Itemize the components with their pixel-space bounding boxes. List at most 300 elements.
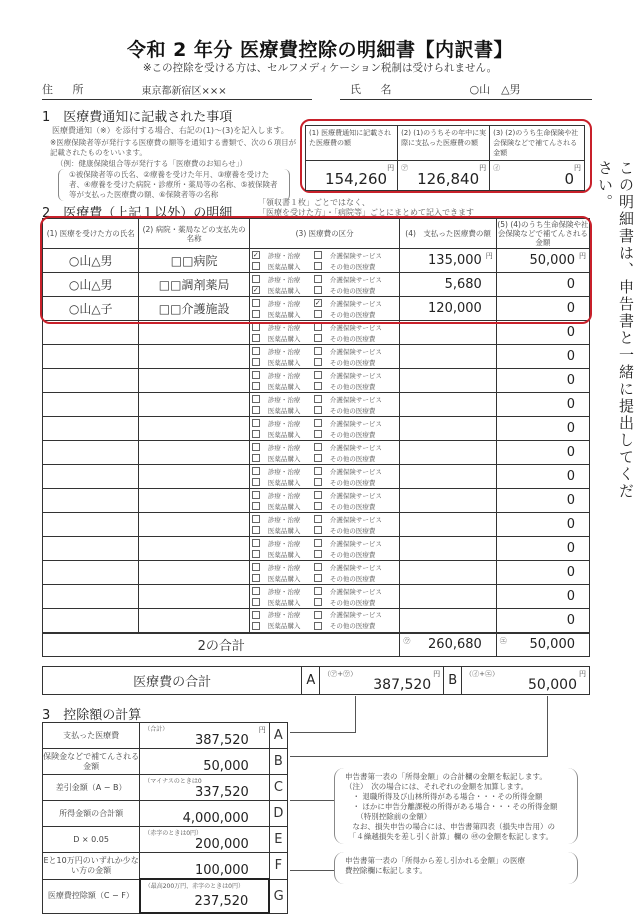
category-checkbox-row [252, 466, 398, 477]
reimbursed-cell[interactable]: 0 [496, 345, 589, 369]
calc-row [43, 853, 288, 880]
calc-value[interactable]: 4,000,000 [140, 801, 270, 827]
checkbox-label: 診療・治療 [267, 443, 301, 452]
calc-letter: B [269, 749, 287, 775]
checkbox[interactable] [314, 502, 322, 510]
checkbox[interactable] [252, 395, 260, 403]
category-cell[interactable] [249, 393, 400, 417]
checkbox-label: 医薬品購入 [267, 574, 301, 583]
reimbursed-cell[interactable]: 0 [496, 393, 589, 417]
checkbox[interactable] [314, 550, 322, 558]
address-field[interactable] [42, 80, 312, 100]
checkbox[interactable] [252, 467, 260, 475]
checkbox-label: 診療・治療 [267, 275, 301, 284]
arrow-from-g [290, 870, 334, 871]
section1-title: 1 医療費通知に記載された事項 [42, 110, 233, 125]
checkbox[interactable] [252, 515, 260, 523]
person-name-cell[interactable] [43, 465, 139, 489]
amount-paid-cell[interactable] [400, 537, 496, 561]
category-cell[interactable] [249, 369, 400, 393]
checkbox[interactable] [252, 419, 260, 427]
calc-label: 所得金額の合計額 [43, 801, 140, 827]
checkbox-label: 医薬品購入 [267, 526, 301, 535]
notice-header-1: (1) 医療費通知に記載された医療費の額 [306, 126, 398, 161]
checkbox-label: 診療・治療 [267, 323, 301, 332]
checkbox-label: 介護保険サービス [329, 347, 382, 356]
checkbox-label: その他の医療費 [329, 406, 376, 415]
section2-note-2: 「医療を受けた方」・「病院等」ごとにまとめて記入できます [258, 208, 474, 217]
calc-value[interactable]: （赤字のときは0円） 200,000 [140, 827, 270, 853]
category-checkbox-row [252, 597, 398, 608]
category-cell[interactable] [249, 465, 400, 489]
category-checkbox-row [252, 442, 398, 453]
amount-paid-cell[interactable] [400, 417, 496, 441]
checkbox-label: 医薬品購入 [267, 262, 301, 271]
name-label: 氏 名 [350, 83, 400, 96]
reimbursed-cell[interactable]: 0 [496, 273, 589, 297]
amount-paid-cell[interactable] [400, 513, 496, 537]
info-line: （注） 次の場合には、それぞれの金額を加算します。 [345, 782, 529, 791]
checkbox-label: 介護保険サービス [329, 539, 382, 548]
page-subtitle: ※この控除を受ける方は、セルフメディケーション税制は受けられません。 [142, 62, 498, 74]
checkbox-label: その他の医療費 [329, 430, 376, 439]
checkbox-label: その他の医療費 [329, 622, 376, 631]
category-cell[interactable] [249, 513, 400, 537]
checkbox[interactable] [314, 395, 322, 403]
checkbox-label: その他の医療費 [329, 334, 376, 343]
checkbox-label: 介護保険サービス [329, 587, 382, 596]
reimbursed-cell[interactable]: 0 [496, 417, 589, 441]
checkbox[interactable] [314, 467, 322, 475]
amount-paid-cell[interactable] [400, 393, 496, 417]
checkbox-label: その他の医療費 [329, 550, 376, 559]
checkbox[interactable] [252, 347, 260, 355]
checkbox[interactable] [252, 443, 260, 451]
category-checkbox-row [252, 429, 398, 440]
section2-title: 2 医療費（上記１以外）の明細 [42, 206, 233, 221]
checkbox[interactable] [314, 574, 322, 582]
category-checkbox-row [252, 490, 398, 501]
category-checkbox-row [252, 549, 398, 560]
table-row [43, 513, 590, 537]
section1-note2: （例：健康保険組合等が発行する「医療費のお知らせ」） [56, 159, 248, 168]
table-row [43, 465, 590, 489]
category-checkbox-row [252, 586, 398, 597]
checkbox[interactable] [314, 430, 322, 438]
table-row [43, 369, 590, 393]
table-row [43, 585, 590, 609]
payee-name-cell[interactable]: □□病院 [139, 249, 249, 273]
reimbursed-cell[interactable]: 0 [496, 465, 589, 489]
category-cell[interactable] [249, 441, 400, 465]
calc-label: 医療費控除額（C − F） [43, 879, 140, 913]
calc-letter: F [269, 853, 287, 880]
reimbursed-cell[interactable]: 0 [496, 441, 589, 465]
checkbox-label: 医薬品購入 [267, 286, 301, 295]
deduction-calc-table [42, 722, 288, 914]
checkbox-label: その他の医療費 [329, 382, 376, 391]
checkbox[interactable] [252, 502, 260, 510]
calc-letter: G [269, 879, 287, 913]
name-value: ○山 △男 [469, 83, 521, 96]
checkbox[interactable] [314, 358, 322, 366]
checkbox-label: 介護保険サービス [329, 467, 382, 476]
person-name-cell[interactable]: ○山△男 [43, 249, 139, 273]
table-row [43, 609, 590, 633]
calc-row [43, 749, 288, 775]
section3-title: 3 控除額の計算 [42, 708, 142, 723]
checkbox-label: 診療・治療 [267, 491, 301, 500]
checkbox-label: その他の医療費 [329, 358, 376, 367]
info-line: 費控除欄に転記します。 [345, 866, 427, 875]
info-line: 申告書第一表の「所得金額」の合計欄の金額を転記します。 [345, 772, 547, 781]
calc-letter: C [269, 775, 287, 801]
calc-label: 保険金などで補てんされる金額 [43, 749, 140, 775]
category-checkbox-row [252, 418, 398, 429]
checkbox-label: その他の医療費 [329, 598, 376, 607]
category-checkbox-row [252, 620, 398, 631]
person-name-cell[interactable] [43, 441, 139, 465]
checkbox-checked[interactable]: ✓ [252, 251, 259, 259]
checkbox[interactable] [314, 334, 322, 342]
checkbox[interactable] [252, 526, 260, 534]
info-line: なお、損失申告の場合には、申告書第四表（損失申告用）の [345, 822, 555, 831]
col-header-reimbursed: (5) (4)のうち生命保険や社会保険などで補てんされる金額 [497, 220, 589, 247]
checkbox-label: 医薬品購入 [267, 334, 301, 343]
category-checkbox-row [252, 514, 398, 525]
person-name-cell[interactable] [43, 417, 139, 441]
checkbox-label: 診療・治療 [267, 371, 301, 380]
category-cell[interactable] [249, 609, 400, 633]
calc-letter: E [269, 827, 287, 853]
grand-total-a-letter: A [302, 667, 320, 695]
info-line: ・ ほかに申告分離課税の所得がある場合・・・その所得金額 [345, 802, 558, 811]
category-cell[interactable] [249, 585, 400, 609]
table-row [43, 321, 590, 345]
category-cell[interactable] [249, 561, 400, 585]
checkbox[interactable] [252, 371, 260, 379]
grand-total-label: 医療費の合計 [43, 667, 302, 695]
category-cell[interactable] [249, 537, 400, 561]
payee-name-cell[interactable] [139, 441, 249, 465]
section1-items: ①被保険者等の氏名、②療養を受けた年月、③療養を受けた者、④療養を受けた病院・診療所・薬局等の名称、⑤被保険者等が支払った医療費の額、⑥保険者等の名称 [58, 169, 290, 201]
grand-total-b-value[interactable]: （㋑+㋓） 50,000 円 [462, 667, 590, 695]
checkbox[interactable] [314, 622, 322, 630]
checkbox-label: 介護保険サービス [329, 371, 382, 380]
checkbox-label: 医薬品購入 [267, 430, 301, 439]
arrow-to-a [290, 732, 356, 733]
notice-value-3[interactable]: ㋑ 0 円 [490, 161, 585, 191]
table-row [43, 345, 590, 369]
checkbox[interactable] [252, 454, 260, 462]
checkbox-label: 医薬品購入 [267, 478, 301, 487]
checkbox-label: 診療・治療 [267, 587, 301, 596]
category-checkbox-row [252, 394, 398, 405]
calc-label: D × 0.05 [43, 827, 140, 853]
checkbox-label: 診療・治療 [267, 563, 301, 572]
calc-row [43, 827, 288, 853]
checkbox[interactable] [314, 598, 322, 606]
person-name-cell[interactable] [43, 345, 139, 369]
person-name-cell[interactable] [43, 321, 139, 345]
checkbox-label: 診療・治療 [267, 467, 301, 476]
checkbox[interactable] [252, 563, 260, 571]
payee-name-cell[interactable] [139, 345, 249, 369]
reimbursed-cell[interactable]: 50,000 円 [496, 249, 589, 273]
checkbox[interactable] [314, 539, 322, 547]
checkbox-checked[interactable]: ✓ [252, 286, 259, 294]
checkbox[interactable] [314, 382, 322, 390]
checkbox-label: 介護保険サービス [329, 395, 382, 404]
reimbursed-cell[interactable]: 0 [496, 537, 589, 561]
checkbox[interactable] [252, 323, 260, 331]
category-checkbox-row [252, 477, 398, 488]
checkbox-label: 介護保険サービス [329, 443, 382, 452]
checkbox-label: 介護保険サービス [329, 611, 382, 620]
checkbox[interactable] [252, 587, 260, 595]
calc-row [43, 775, 288, 801]
amount-paid-cell[interactable] [400, 561, 496, 585]
checkbox-label: 介護保険サービス [329, 563, 382, 572]
payee-name-cell[interactable] [139, 585, 249, 609]
table-row [43, 561, 590, 585]
payee-name-cell[interactable] [139, 561, 249, 585]
reimbursed-cell[interactable]: 0 [496, 585, 589, 609]
category-checkbox-row [252, 346, 398, 357]
calc-label: 差引金額（A − B） [43, 775, 140, 801]
section1-instruction: 医療費通知（※）を添付する場合、右記の(1)〜(3)を記入します。 [52, 126, 289, 135]
section2-total-label: 2の合計 [43, 633, 400, 657]
category-checkbox-row [252, 525, 398, 536]
payee-name-cell[interactable] [139, 369, 249, 393]
category-checkbox-row [252, 501, 398, 512]
amount-paid-cell[interactable] [400, 441, 496, 465]
checkbox[interactable] [252, 622, 260, 630]
highlight-box-2 [40, 216, 592, 324]
amount-paid-cell[interactable] [400, 369, 496, 393]
person-name-cell[interactable] [43, 489, 139, 513]
grand-total-a-value[interactable]: （㋐+㋒） 387,520 円 [320, 667, 444, 695]
notice-value-2[interactable]: ㋐ 126,840 円 [398, 161, 490, 191]
amount-paid-cell[interactable] [400, 609, 496, 633]
category-checkbox-row [252, 381, 398, 392]
checkbox[interactable] [314, 323, 322, 331]
payee-name-cell[interactable] [139, 465, 249, 489]
checkbox-label: その他の医療費 [329, 526, 376, 535]
amount-paid-cell[interactable] [400, 489, 496, 513]
amount-paid-cell[interactable]: 135,000 円 [400, 249, 496, 273]
checkbox[interactable] [252, 491, 260, 499]
checkbox-label: 医薬品購入 [267, 310, 301, 319]
checkbox[interactable] [252, 550, 260, 558]
col-header-category: (3) 医療費の区分 [249, 219, 400, 249]
category-cell[interactable] [249, 321, 400, 345]
info-line: 申告書第一表の「所得から差し引かれる金額」の医療 [345, 856, 525, 865]
calc-value[interactable]: 50,000 [140, 749, 270, 775]
reimbursed-cell[interactable]: 0 [496, 369, 589, 393]
section2-total-reimbursed[interactable]: ㋓ 50,000 [496, 633, 589, 657]
name-field[interactable] [340, 80, 592, 100]
table-row [43, 489, 590, 513]
payee-name-cell[interactable]: □□調剤薬局 [139, 273, 249, 297]
checkbox-label: 診療・治療 [267, 515, 301, 524]
table-row [43, 417, 590, 441]
calc-letter: D [269, 801, 287, 827]
connector-a [355, 696, 356, 732]
category-checkbox-row [252, 357, 398, 368]
page-title: 令和 2 年分 医療費控除の明細書【内訳書】 [126, 39, 514, 61]
checkbox-label: 介護保険サービス [329, 515, 382, 524]
reimbursed-cell[interactable]: 0 [496, 513, 589, 537]
payee-name-cell[interactable] [139, 393, 249, 417]
checkbox-label: 医薬品購入 [267, 406, 301, 415]
col-header-person: (1) 医療を受けた方の氏名 [43, 219, 139, 249]
checkbox[interactable] [252, 430, 260, 438]
address-label: 住 所 [42, 83, 92, 96]
payee-name-cell[interactable] [139, 609, 249, 633]
info-line: ・ 退職所得及び山林所得がある場合・・・その所得金額 [345, 792, 543, 801]
calc-row [43, 801, 288, 827]
table-row [43, 441, 590, 465]
person-name-cell[interactable] [43, 585, 139, 609]
checkbox-label: その他の医療費 [329, 478, 376, 487]
reimbursed-cell[interactable]: 0 [496, 609, 589, 633]
grand-total-b-letter: B [444, 667, 462, 695]
payee-name-cell[interactable] [139, 513, 249, 537]
checkbox[interactable] [314, 563, 322, 571]
checkbox[interactable] [252, 358, 260, 366]
person-name-cell[interactable] [43, 561, 139, 585]
person-name-cell[interactable] [43, 513, 139, 537]
notice-header-2: (2) (1)のうちその年中に実際に支払った医療費の額 [398, 126, 490, 161]
checkbox-checked[interactable]: ✓ [314, 299, 321, 307]
category-cell[interactable] [249, 345, 400, 369]
checkbox-label: 医薬品購入 [267, 454, 301, 463]
category-checkbox-row [252, 405, 398, 416]
category-cell[interactable] [249, 417, 400, 441]
checkbox[interactable] [252, 406, 260, 414]
checkbox-label: その他の医療費 [329, 262, 376, 271]
reimbursed-cell[interactable]: 0 [496, 321, 589, 345]
calc-value[interactable]: （合計） 387,520 円 [140, 723, 270, 749]
notice-value-1[interactable]: 154,260 円 [306, 161, 398, 191]
info-line: 「４繰越損失を差し引く計算」欄の ㊾の金額を転記します。 [345, 832, 554, 841]
checkbox-label: 介護保険サービス [329, 299, 382, 308]
col-header-amount: (4) 支払った医療費の額 [400, 219, 496, 249]
checkbox-label: 診療・治療 [267, 395, 301, 404]
checkbox[interactable] [252, 598, 260, 606]
calc-value[interactable]: （最高200万円、赤字のときは0円） 237,520 [140, 879, 270, 913]
info-box-g [334, 852, 578, 884]
section2-total-amount[interactable]: ㋒ 260,680 [400, 633, 496, 657]
amount-paid-cell[interactable]: 120,000 [400, 297, 496, 321]
checkbox-label: 介護保険サービス [329, 251, 382, 260]
checkbox-label: その他の医療費 [329, 310, 376, 319]
notice-header-3: (3) (2)のうち生命保険や社会保険などで補てんされる金額 [490, 126, 585, 161]
checkbox[interactable] [314, 587, 322, 595]
checkbox[interactable] [314, 371, 322, 379]
checkbox-label: 診療・治療 [267, 419, 301, 428]
checkbox-label: 介護保険サービス [329, 275, 382, 284]
person-name-cell[interactable] [43, 609, 139, 633]
checkbox[interactable] [314, 515, 322, 523]
payee-name-cell[interactable]: □□介護施設 [139, 297, 249, 321]
col-header-payee: (2) 病院・薬局などの支払先の名称 [139, 219, 249, 249]
amount-paid-cell[interactable]: 5,680 [400, 273, 496, 297]
amount-paid-cell[interactable] [400, 345, 496, 369]
checkbox[interactable] [314, 491, 322, 499]
checkbox[interactable] [252, 539, 260, 547]
checkbox[interactable] [314, 454, 322, 462]
person-name-cell[interactable]: ○山△子 [43, 297, 139, 321]
arrow-to-b [290, 756, 548, 757]
checkbox[interactable] [252, 382, 260, 390]
checkbox[interactable] [314, 526, 322, 534]
payee-name-cell[interactable] [139, 489, 249, 513]
calc-letter: A [269, 723, 287, 749]
calc-value[interactable]: 100,000 [140, 853, 270, 880]
checkbox-label: 介護保険サービス [329, 419, 382, 428]
checkbox[interactable] [252, 574, 260, 582]
reimbursed-cell[interactable]: 0 [496, 297, 589, 321]
category-checkbox-row [252, 573, 398, 584]
category-checkbox-row [252, 333, 398, 344]
checkbox-label: その他の医療費 [329, 454, 376, 463]
checkbox[interactable] [252, 611, 260, 619]
amount-paid-cell[interactable] [400, 465, 496, 489]
info-line: （特別控除前の金額） [345, 812, 432, 821]
checkbox[interactable] [314, 347, 322, 355]
person-name-cell[interactable] [43, 369, 139, 393]
checkbox[interactable] [314, 478, 322, 486]
amount-paid-cell[interactable] [400, 585, 496, 609]
checkbox-label: 診療・治療 [267, 251, 301, 260]
checkbox[interactable] [314, 611, 322, 619]
checkbox-label: 介護保険サービス [329, 491, 382, 500]
checkbox[interactable] [252, 334, 260, 342]
checkbox-label: 診療・治療 [267, 539, 301, 548]
checkbox[interactable] [314, 419, 322, 427]
checkbox[interactable] [314, 443, 322, 451]
checkbox-label: 医薬品購入 [267, 550, 301, 559]
payee-name-cell[interactable] [139, 537, 249, 561]
grand-total-table [42, 666, 590, 695]
amount-paid-cell[interactable] [400, 321, 496, 345]
checkbox-label: 医薬品購入 [267, 598, 301, 607]
calc-row [43, 879, 288, 913]
checkbox[interactable] [252, 478, 260, 486]
category-checkbox-row [252, 538, 398, 549]
person-name-cell[interactable] [43, 393, 139, 417]
reimbursed-cell[interactable]: 0 [496, 489, 589, 513]
checkbox[interactable] [314, 406, 322, 414]
payee-name-cell[interactable] [139, 417, 249, 441]
person-name-cell[interactable] [43, 537, 139, 561]
person-name-cell[interactable]: ○山△男 [43, 273, 139, 297]
table-row [43, 393, 590, 417]
category-checkbox-row [252, 609, 398, 620]
reimbursed-cell[interactable]: 0 [496, 561, 589, 585]
info-box-d [334, 768, 578, 844]
address-value: 東京都新宿区××× [141, 86, 227, 97]
category-checkbox-row [252, 370, 398, 381]
payee-name-cell[interactable] [139, 321, 249, 345]
checkbox-label: その他の医療費 [329, 286, 376, 295]
arrow-to-d [290, 800, 334, 801]
checkbox-label: 医薬品購入 [267, 622, 301, 631]
calc-value[interactable]: （マイナスのときは0 337,520 [140, 775, 270, 801]
category-cell[interactable] [249, 489, 400, 513]
